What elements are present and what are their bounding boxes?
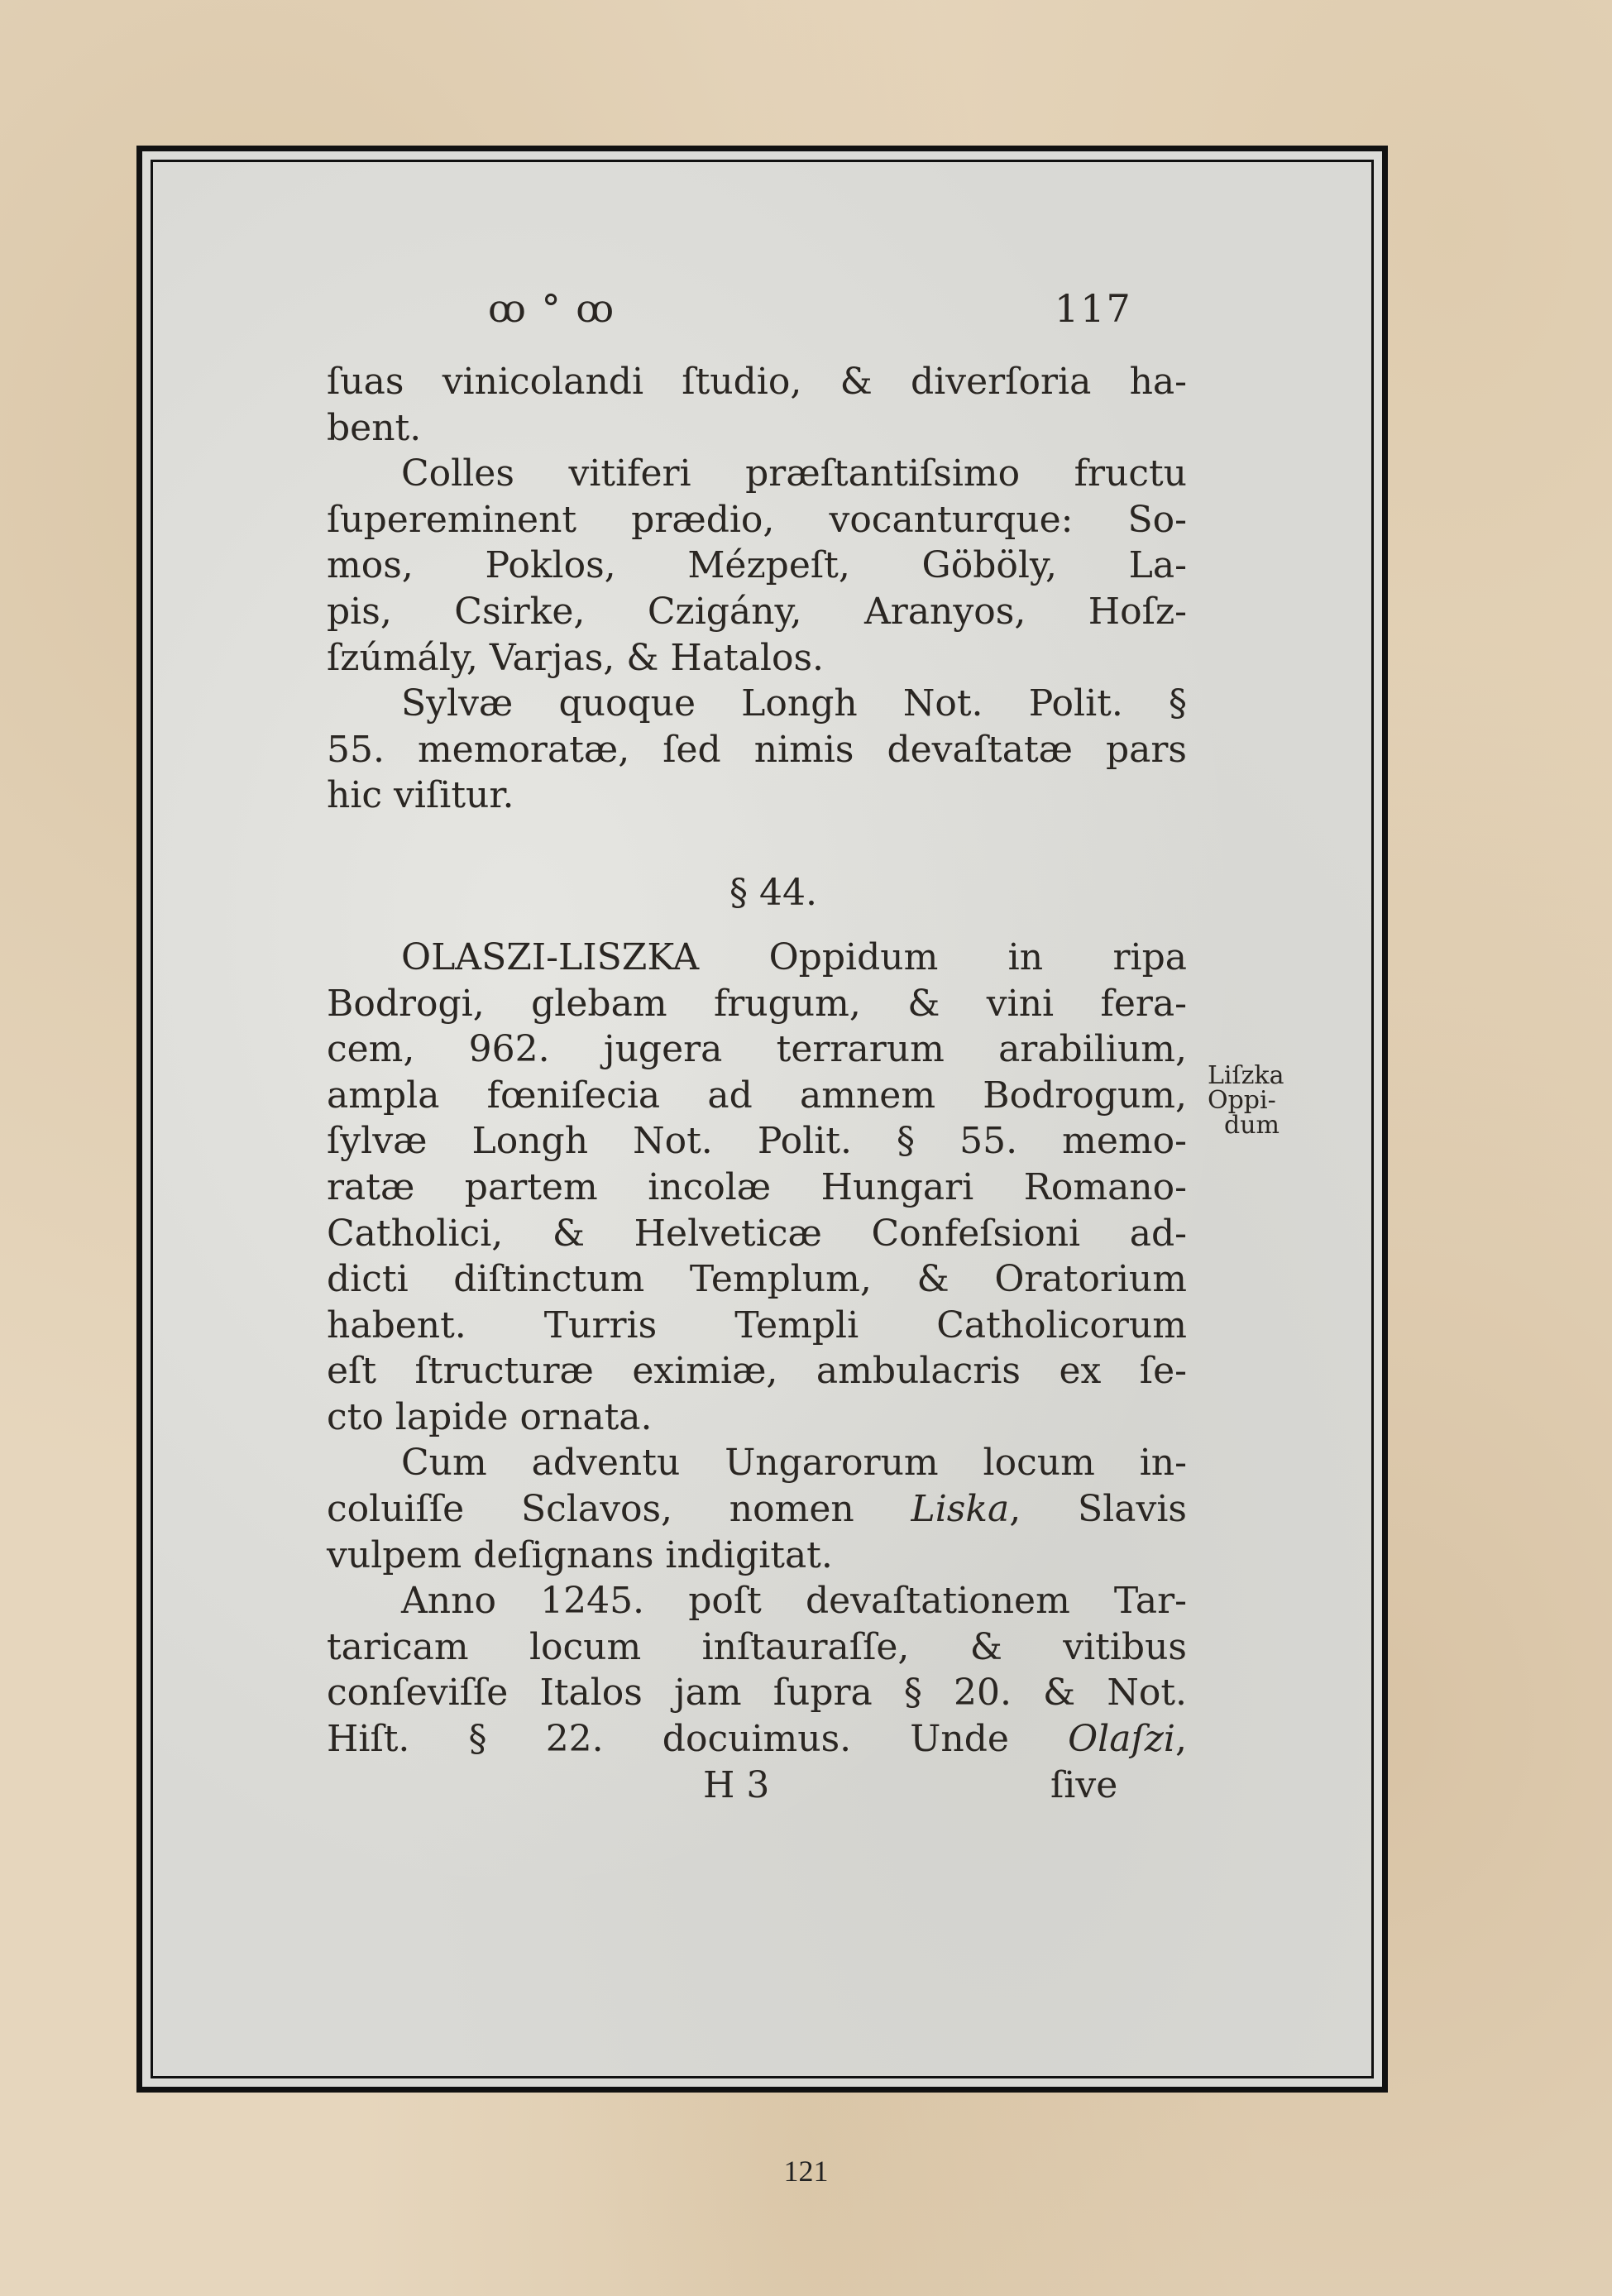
digital-page-number: 121 [783, 2155, 829, 2188]
text-line: eſt ſtructuræ eximiæ, ambulacris ex ſe- [327, 1350, 1187, 1393]
text-line: cem, 962. jugera terrarum arabilium, [327, 1028, 1187, 1071]
footer-line [327, 1763, 1187, 1812]
text-line: pis, Csirke, Czigány, Aranyos, Hoſz- [327, 590, 1187, 633]
italic-word: Liska [911, 1488, 1010, 1531]
text-segment: coluiſſe Sclavos, nomen [327, 1488, 854, 1531]
scan-frame [136, 146, 1388, 2093]
text-line: hic viſitur. [327, 774, 514, 817]
section-heading: § 44. [729, 871, 817, 914]
ornament-icon: ꝏ ° ꝏ [488, 286, 616, 331]
text-line: vulpem deſignans indigitat. [327, 1533, 833, 1576]
catchword: ſive [1050, 1763, 1118, 1806]
text-line: ratæ partem incolæ Hungari Romano- [327, 1165, 1187, 1208]
signature-mark: H 3 [703, 1763, 770, 1806]
text-line: 55. memoratæ, ſed nimis devaſtatæ pars [327, 728, 1187, 771]
margin-note-line: dum [1224, 1111, 1280, 1140]
text-line: Anno 1245. poſt devaſtationem Tar- [401, 1580, 1187, 1623]
text-line: dicti diſtinctum Templum, & Oratorium [327, 1258, 1187, 1301]
text-line: cto lapide ornata. [327, 1395, 653, 1438]
margin-note-line: Liſzka [1208, 1061, 1284, 1090]
book-page-number: 117 [1055, 286, 1132, 331]
margin-note-line: Oppi- [1208, 1086, 1276, 1115]
text-line: Bodrogi, glebam frugum, & vini fera- [327, 982, 1187, 1025]
text-line: bent. [327, 406, 422, 449]
text-line: ampla fœniſecia ad amnem Bodrogum, [327, 1074, 1187, 1117]
text-line: ſupereminent prædio, vocanturque: So- [327, 498, 1187, 541]
text-line: habent. Turris Templi Catholicorum [327, 1303, 1187, 1347]
scanned-page [151, 160, 1374, 2078]
text-segment: Hiſt. § 22. docuimus. Unde [327, 1718, 1009, 1761]
text-line: mos, Poklos, Mézpeſt, Göböly, La- [327, 544, 1187, 587]
margin-note [1208, 1061, 1284, 1140]
text-line [327, 1716, 1187, 1763]
book-text-block [327, 278, 1187, 1812]
text-line: Colles vitiferi præſtantiſsimo fructu [401, 452, 1187, 495]
text-line: conſeviſſe Italos jam ſupra § 20. & Not. [327, 1672, 1187, 1715]
text-line: taricam locum inſtauraſſe, & vitibus [327, 1625, 1187, 1668]
text-line: ſzúmály, Varjas, & Hatalos. [327, 636, 825, 679]
italic-word: Olaſzi [1068, 1718, 1175, 1761]
text-line: Cum adventu Ungarorum locum in- [401, 1442, 1187, 1485]
text-line: Sylvæ quoque Longh Not. Polit. § [401, 682, 1187, 725]
text-line: OLASZI-LISZKA Oppidum in ripa [401, 935, 1187, 978]
text-line: ſylvæ Longh Not. Polit. § 55. memo- [327, 1120, 1187, 1163]
text-line [327, 1486, 1187, 1533]
running-head [327, 278, 1187, 344]
text-segment: , [1175, 1718, 1187, 1761]
text-segment: , Slavis [1009, 1488, 1187, 1531]
text-line: ſuas vinicolandi ſtudio, & diverſoria ha- [327, 361, 1187, 403]
text-line: Catholici, & Helveticæ Confeſsioni ad- [327, 1212, 1187, 1255]
